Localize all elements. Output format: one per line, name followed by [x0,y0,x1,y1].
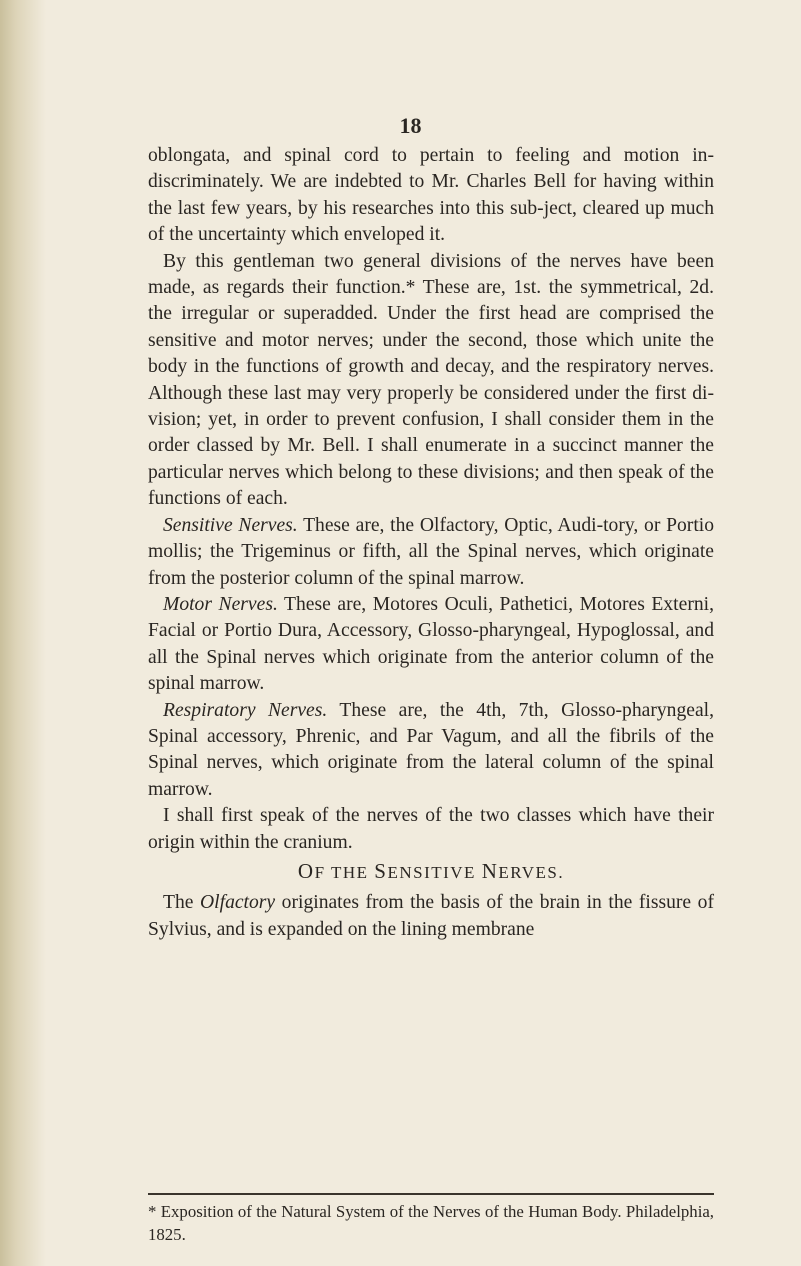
footnote: * Exposition of the Natural System of the Nerves of the Human Body. Philadelphia, 1825. [148,1202,714,1244]
paragraph-sensitive-nerves [148,513,714,592]
respiratory-nerves-label: Respiratory Nerves. [163,699,328,721]
body-text [148,143,714,943]
paragraph-opening: oblongata, and spinal cord to pertain to feeling and motion in-discriminately. We are indebted to Mr. Charles Bell for having within the last few years, by his researches into this sub-ject, cleared up much of the uncertainty which enveloped it. [148,145,714,246]
olfactory-text: originates from the basis of the brain in the fissure of Sylvius, and is expanded on the lining membrane [148,892,714,940]
motor-nerves-text: These are, Motores Oculi, Pathetici, Motores Externi, Facial or Portio Dura, Accessory, Glosso-pharyngeal, Hypoglossal, and all the Spinal nerves which originate from the anterior column of the spinal marrow. [148,593,714,695]
page-edge-shadow [0,0,46,1266]
sensitive-nerves-label: Sensitive Nerves. [163,514,298,536]
olfactory-label: Olfactory [200,892,276,914]
respiratory-nerves-text: These are, the 4th, 7th, Glosso-pharyngeal, Spinal accessory, Phrenic, and Par Vagum, and all the fibrils of the Spinal nerves, which originate from the lateral column of the spinal marrow. [148,699,714,800]
paragraph-respiratory-nerves [148,698,714,804]
page-number: 18 [399,113,422,138]
motor-nerves-label: Motor Nerves. [163,593,278,615]
paragraph-cranial-origin: I shall first speak of the nerves of the two classes which have their origin within the cranium. [148,805,714,853]
paragraph-motor-nerves [148,592,714,698]
footnote-divider [148,1193,714,1195]
paragraph-olfactory: The Olfactory originates from the basis of the brain in the fissure of Sylvius, and is expanded on the lining membrane [148,892,714,940]
section-heading: OF THE SENSITIVE NERVES. [297,858,565,883]
sensitive-nerves-text: These are, the Olfactory, Optic, Audi-tory, or Portio mollis; the Trigeminus or fifth, all the Spinal nerves, which originate from the posterior column of the spinal marrow. [148,514,714,589]
paragraph-divisions: By this gentleman two general divisions of the nerves have been made, as regards their function.* These are, 1st. the symmetrical, 2d. the irregular or superadded. Under the first head are comprised the sensitive and motor nerves; under the second, those which unite the body in the functions of growth and decay, and the respiratory nerves. Although these last may very properly be considered under the first di-vision; yet, in order to prevent confusion, I shall consider them in the order classed by Mr. Bell. I shall enumerate in a succinct manner the particular nerves which belong to these divisions; and then speak of the functions of each. [148,250,714,510]
